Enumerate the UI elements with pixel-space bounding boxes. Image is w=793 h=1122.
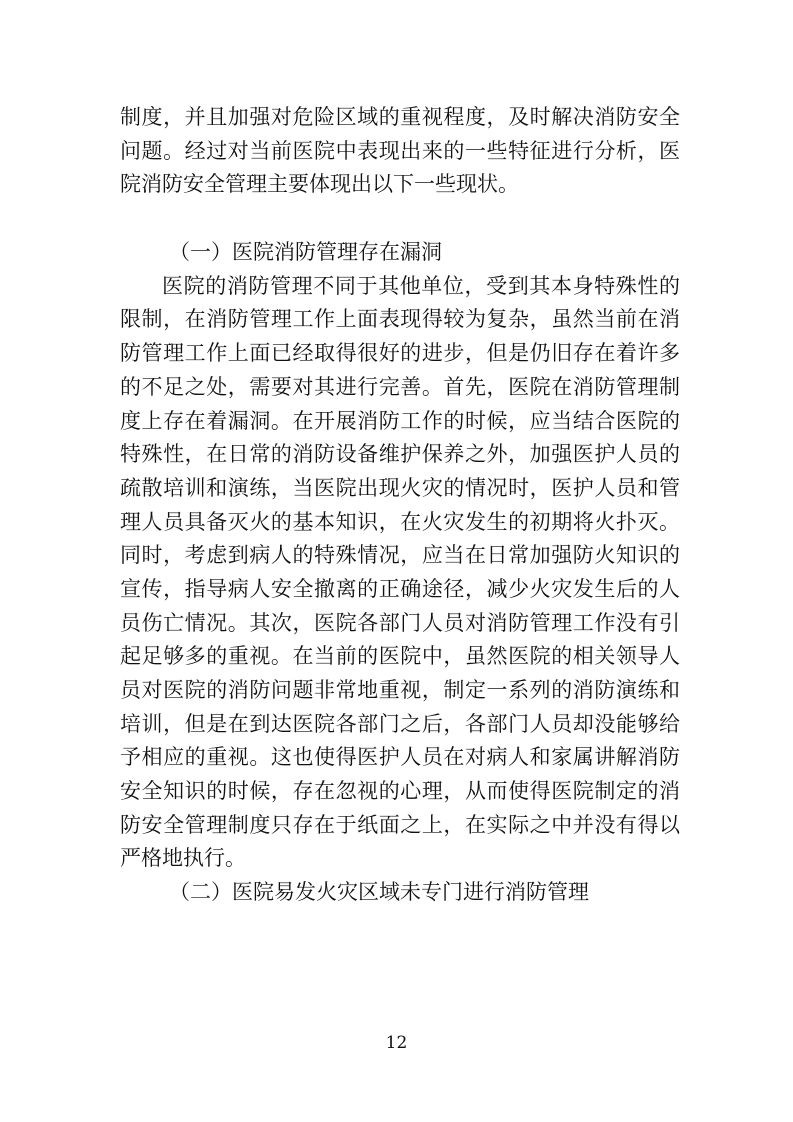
intro-paragraph (120, 101, 680, 202)
text-line: 同时，考虑到病人的特殊情况，应当在日常加强防火知识的 (120, 543, 680, 568)
page-body (120, 101, 680, 910)
text-line: 医院的消防管理不同于其他单位，受到其本身特殊性的 (162, 273, 680, 298)
text-line: 理人员具备灭火的基本知识，在火灾发生的初期将火扑灭。 (120, 509, 680, 534)
text-line: 的不足之处，需要对其进行完善。首先，医院在消防管理制 (120, 374, 680, 399)
section-heading-2: （二）医院易发火灾区域未专门进行消防管理 (169, 880, 589, 905)
text-line: 特殊性，在日常的消防设备维护保养之外，加强医护人员的 (120, 442, 680, 467)
text-line: 限制，在消防管理工作上面表现得较为复杂，虽然当前在消 (120, 307, 680, 332)
text-line: 制度，并且加强对危险区域的重视程度，及时解决消防安全 (120, 105, 680, 129)
text-line: 防管理工作上面已经取得很好的进步，但是仍旧存在着许多 (120, 341, 680, 366)
text-line: 疏散培训和演练，当医院出现火灾的情况时，医护人员和管 (120, 475, 680, 500)
section-1-paragraph (120, 270, 680, 876)
text-line: 院消防安全管理主要体现出以下一些现状。 (120, 172, 519, 197)
page-number: 12 (385, 1033, 408, 1053)
text-line: 起足够多的重视。在当前的医院中，虽然医院的相关领导人 (120, 644, 680, 669)
text-line: 防安全管理制度只存在于纸面之上，在实际之中并没有得以 (120, 812, 680, 837)
text-line: 安全知识的时候，存在忽视的心理，从而使得医院制定的消 (120, 779, 680, 804)
text-line: 予相应的重视。这也使得医护人员在对病人和家属讲解消防 (120, 745, 680, 770)
text-line: 员对医院的消防问题非常地重视，制定一系列的消防演练和 (120, 678, 680, 702)
section-spacer (120, 202, 680, 236)
text-line: 员伤亡情况。其次，医院各部门人员对消防管理工作没有引 (120, 610, 680, 635)
text-line: 培训，但是在到达医院各部门之后，各部门人员却没能够给 (120, 711, 680, 736)
section-heading-1: （一）医院消防管理存在漏洞 (169, 240, 442, 265)
text-line: 宣传，指导病人安全撤离的正确途径，减少火灾发生后的人 (120, 576, 680, 601)
text-line: 问题。经过对当前医院中表现出来的一些特征进行分析，医 (120, 138, 680, 163)
text-line: 严格地执行。 (120, 846, 246, 871)
text-line: 度上存在着漏洞。在开展消防工作的时候，应当结合医院的 (120, 408, 680, 433)
